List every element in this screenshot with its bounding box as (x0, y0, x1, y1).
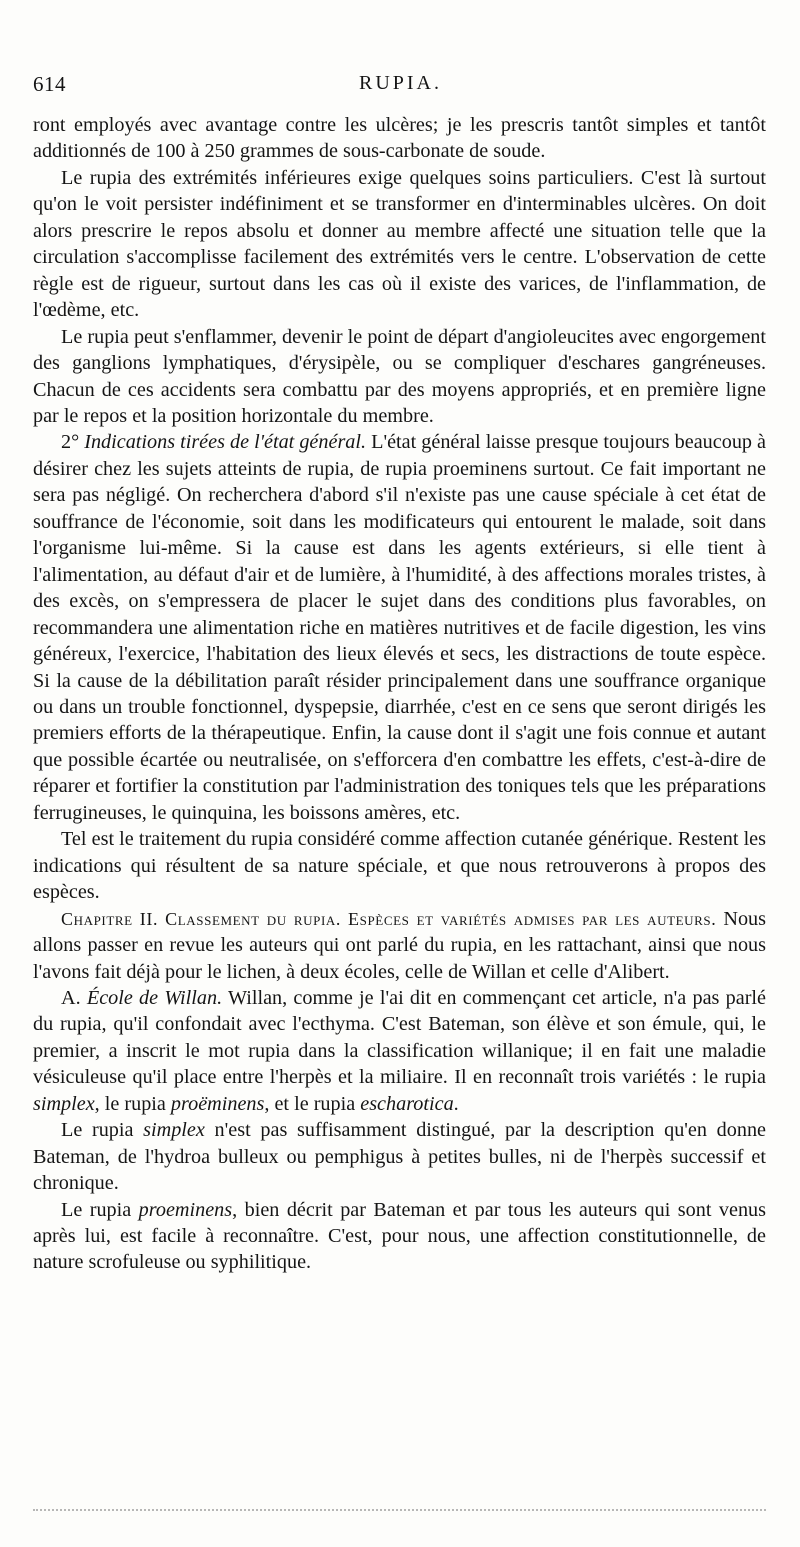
term-escharotica: escharotica (360, 1092, 454, 1115)
section-title: Indications tirées de l'état général. (84, 431, 367, 454)
proeminens-text-b: , bien décrit par Bateman et par tous les auteurs qui sont venus après lui, est facile à reconnaître. C'est, pour nous, une affection constitutionnelle, de nature scrofuleuse ou syphilitique. (33, 1198, 766, 1274)
section-number: 2° (61, 431, 80, 454)
chapter-text: Nous allons passer en revue les auteurs qui ont parlé du rupia, en les rattachant, ainsi que nous l'avons fait déjà pour le lichen, à deux écoles, celle de Willan et celle d'Alibert. (33, 907, 766, 983)
paragraph-rupia-simplex (33, 1117, 766, 1196)
paragraph-general-indications (33, 429, 766, 826)
running-title: RUPIA. (358, 72, 442, 94)
proeminens-text-a: Le rupia (61, 1198, 132, 1221)
paragraph-complications: Le rupia peut s'enflammer, devenir le point de départ d'angioleucites avec engorgement des ganglions lymphatiques, d'érysipèle, ou se compliquer d'eschares gangréneuses. Chacun de ces accidents sera combattu par des moyens appropriés, et en première ligne par le repos et la position horizontale du membre. (33, 325, 766, 427)
term-proeminens: proëminens (170, 1092, 265, 1115)
term-proeminens-2: proeminens (138, 1198, 233, 1221)
body-text (33, 112, 766, 1276)
page-header (33, 72, 768, 102)
subsection-label: A. (61, 986, 81, 1009)
paragraph-continuation: ront employés avec avantage contre les ulcères; je les prescris tantôt simples et tantôt additionnés de 100 à 250 grammes de sous-carbonate de soude. (33, 114, 766, 163)
page-bottom-rule (33, 1509, 766, 1511)
subsection-text-c: , et le rupia (264, 1092, 356, 1115)
paragraph-willan-school (33, 985, 766, 1117)
page-number: 614 (33, 72, 66, 96)
paragraph-treatment-summary: Tel est le traitement du rupia considéré comme affection cutanée générique. Restent les indications qui résultent de sa nature spéciale, et que nous retrouverons à propos des espèces. (33, 828, 766, 904)
term-simplex: simplex (33, 1092, 95, 1115)
section-text: L'état général laisse presque toujours beaucoup à désirer chez les sujets atteints de rupia, de rupia proeminens surtout. Ce fait important ne sera pas négligé. On recherchera d'abord s'il n'existe pas une cause spéciale à cet état de souffrance de l'économie, soit dans les modificateurs qui entourent le malade, soit dans l'organisme lui-même. Si la cause est dans les agents extérieurs, si elle tient à l'alimentation, au défaut d'air et de lumière, à l'humidité, à des affections morales tristes, à des excès, on s'empressera de placer le sujet dans des conditions plus favorables, on recommandera une alimentation riche en matières nutritives et de facile digestion, les vins généreux, l'exercice, l'habitation des lieux élevés et secs, les distractions de toute espèce. Si la cause de la débilitation paraît résider principalement dans une souffrance organique ou dans un trouble fonctionnel, dyspepsie, diarrhée, c'est en ce sens que seront dirigés les premiers efforts de la thérapeutique. Enfin, la cause dont il s'agit une fois connue et autant que possible écartée ou neutralisée, on s'efforcera d'en combattre les effets, c'est-à-dire de réparer et fortifier la constitution par l'administration des toniques tels que les préparations ferrugineuses, le quinquina, les boissons amères, etc. (33, 431, 767, 824)
paragraph-lower-extremities: Le rupia des extrémités inférieures exige quelques soins particuliers. C'est là surtout qu'on le voit persister indéfiniment et se transformer en d'interminables ulcères. On doit alors prescrire le repos absolu et donner au membre affecté une situation telle que la circulation s'accomplisse facilement des extrémités vers le centre. L'observation de cette règle est de rigueur, surtout dans les cas où il existe des varices, de l'inflammation, de l'œdème, etc. (33, 166, 766, 322)
term-simplex-2: simplex (143, 1119, 205, 1142)
subsection-title: École de Willan. (86, 986, 223, 1009)
subsection-text-a: Willan, comme je l'ai dit en commençant cet article, n'a pas parlé du rupia, qu'il confondait avec l'ecthyma. C'est Bateman, son élève et son émule, qui, le premier, a inscrit le mot rupia dans la classification willanique; il en fait une maladie vésiculeuse qu'il place entre l'herpès et la miliaire. Il en reconnaît trois variétés : le rupia (33, 986, 766, 1089)
subsection-text-b: , le rupia (94, 1092, 166, 1115)
simplex-text-b: n'est pas suffisamment distingué, par la description qu'en donne Bateman, de l'hydroa bulleux ou pemphigus à petites bulles, ni de l'herpès successif et chronique. (33, 1119, 767, 1195)
paragraph-rupia-proeminens (33, 1197, 766, 1276)
chapter-heading: Chapitre II. Classement du rupia. Espèces et variétés admises par les auteurs. (61, 908, 717, 929)
simplex-text-a: Le rupia (61, 1119, 134, 1142)
subsection-text-d: . (453, 1092, 459, 1115)
paragraph-chapter-two (33, 906, 766, 985)
